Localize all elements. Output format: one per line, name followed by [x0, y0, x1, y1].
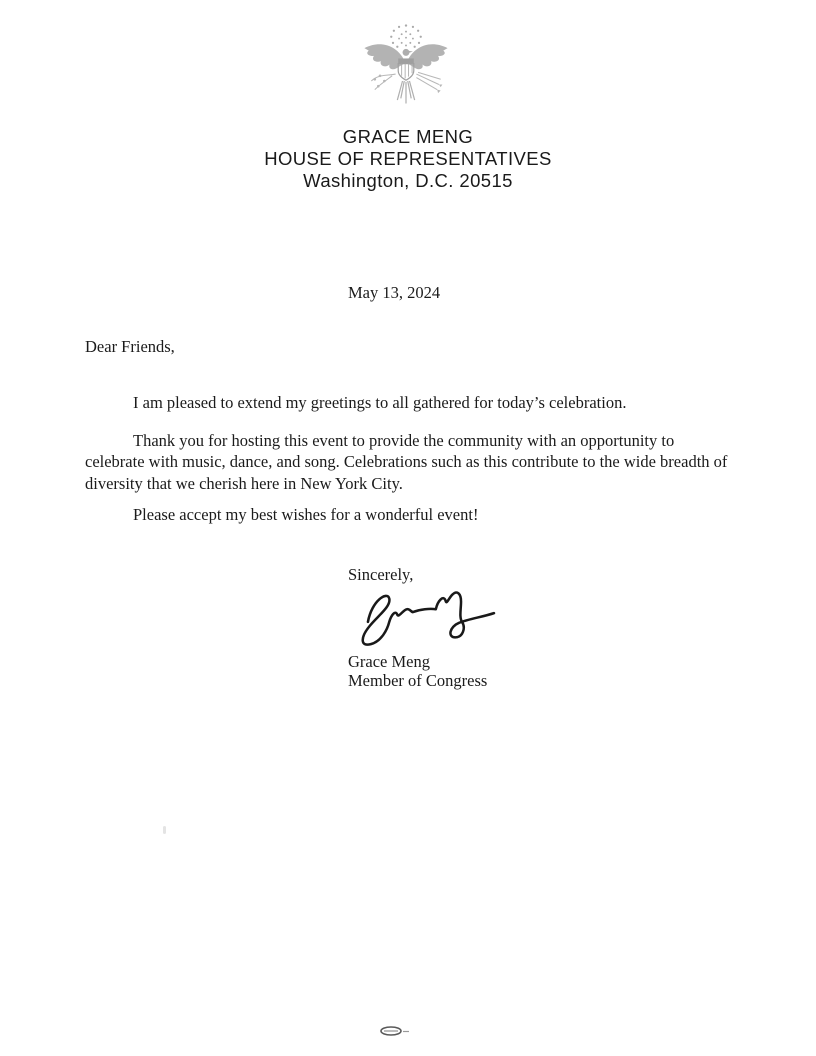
paragraph-3: Please accept my best wishes for a wonderful event!: [133, 504, 479, 524]
paragraph-2: Thank you for hosting this event to provide the community with an opportunity to celebrate with music, dance, and song. Celebrations such as this contribute to the wide breadth of diversity that we cherish here in New York City.: [85, 430, 728, 493]
closing: Sincerely,: [348, 565, 414, 584]
signer-title: Member of Congress: [348, 671, 488, 690]
letter-date: May 13, 2024: [348, 283, 441, 302]
letterhead-name: GRACE MENG: [342, 126, 474, 147]
scan-speck: [163, 826, 166, 834]
great-seal-icon: [354, 20, 458, 116]
salutation: Dear Friends,: [85, 337, 175, 356]
letterhead: [0, 126, 816, 192]
signer-name: Grace Meng: [348, 652, 431, 671]
paragraph-1: I am pleased to extend my greetings to all gathered for today’s celebration.: [133, 392, 627, 412]
union-bug-icon: [379, 1025, 419, 1037]
letterhead-address: Washington, D.C. 20515: [303, 170, 513, 191]
letterhead-org: HOUSE OF REPRESENTATIVES: [264, 148, 552, 169]
signature: [352, 585, 508, 649]
